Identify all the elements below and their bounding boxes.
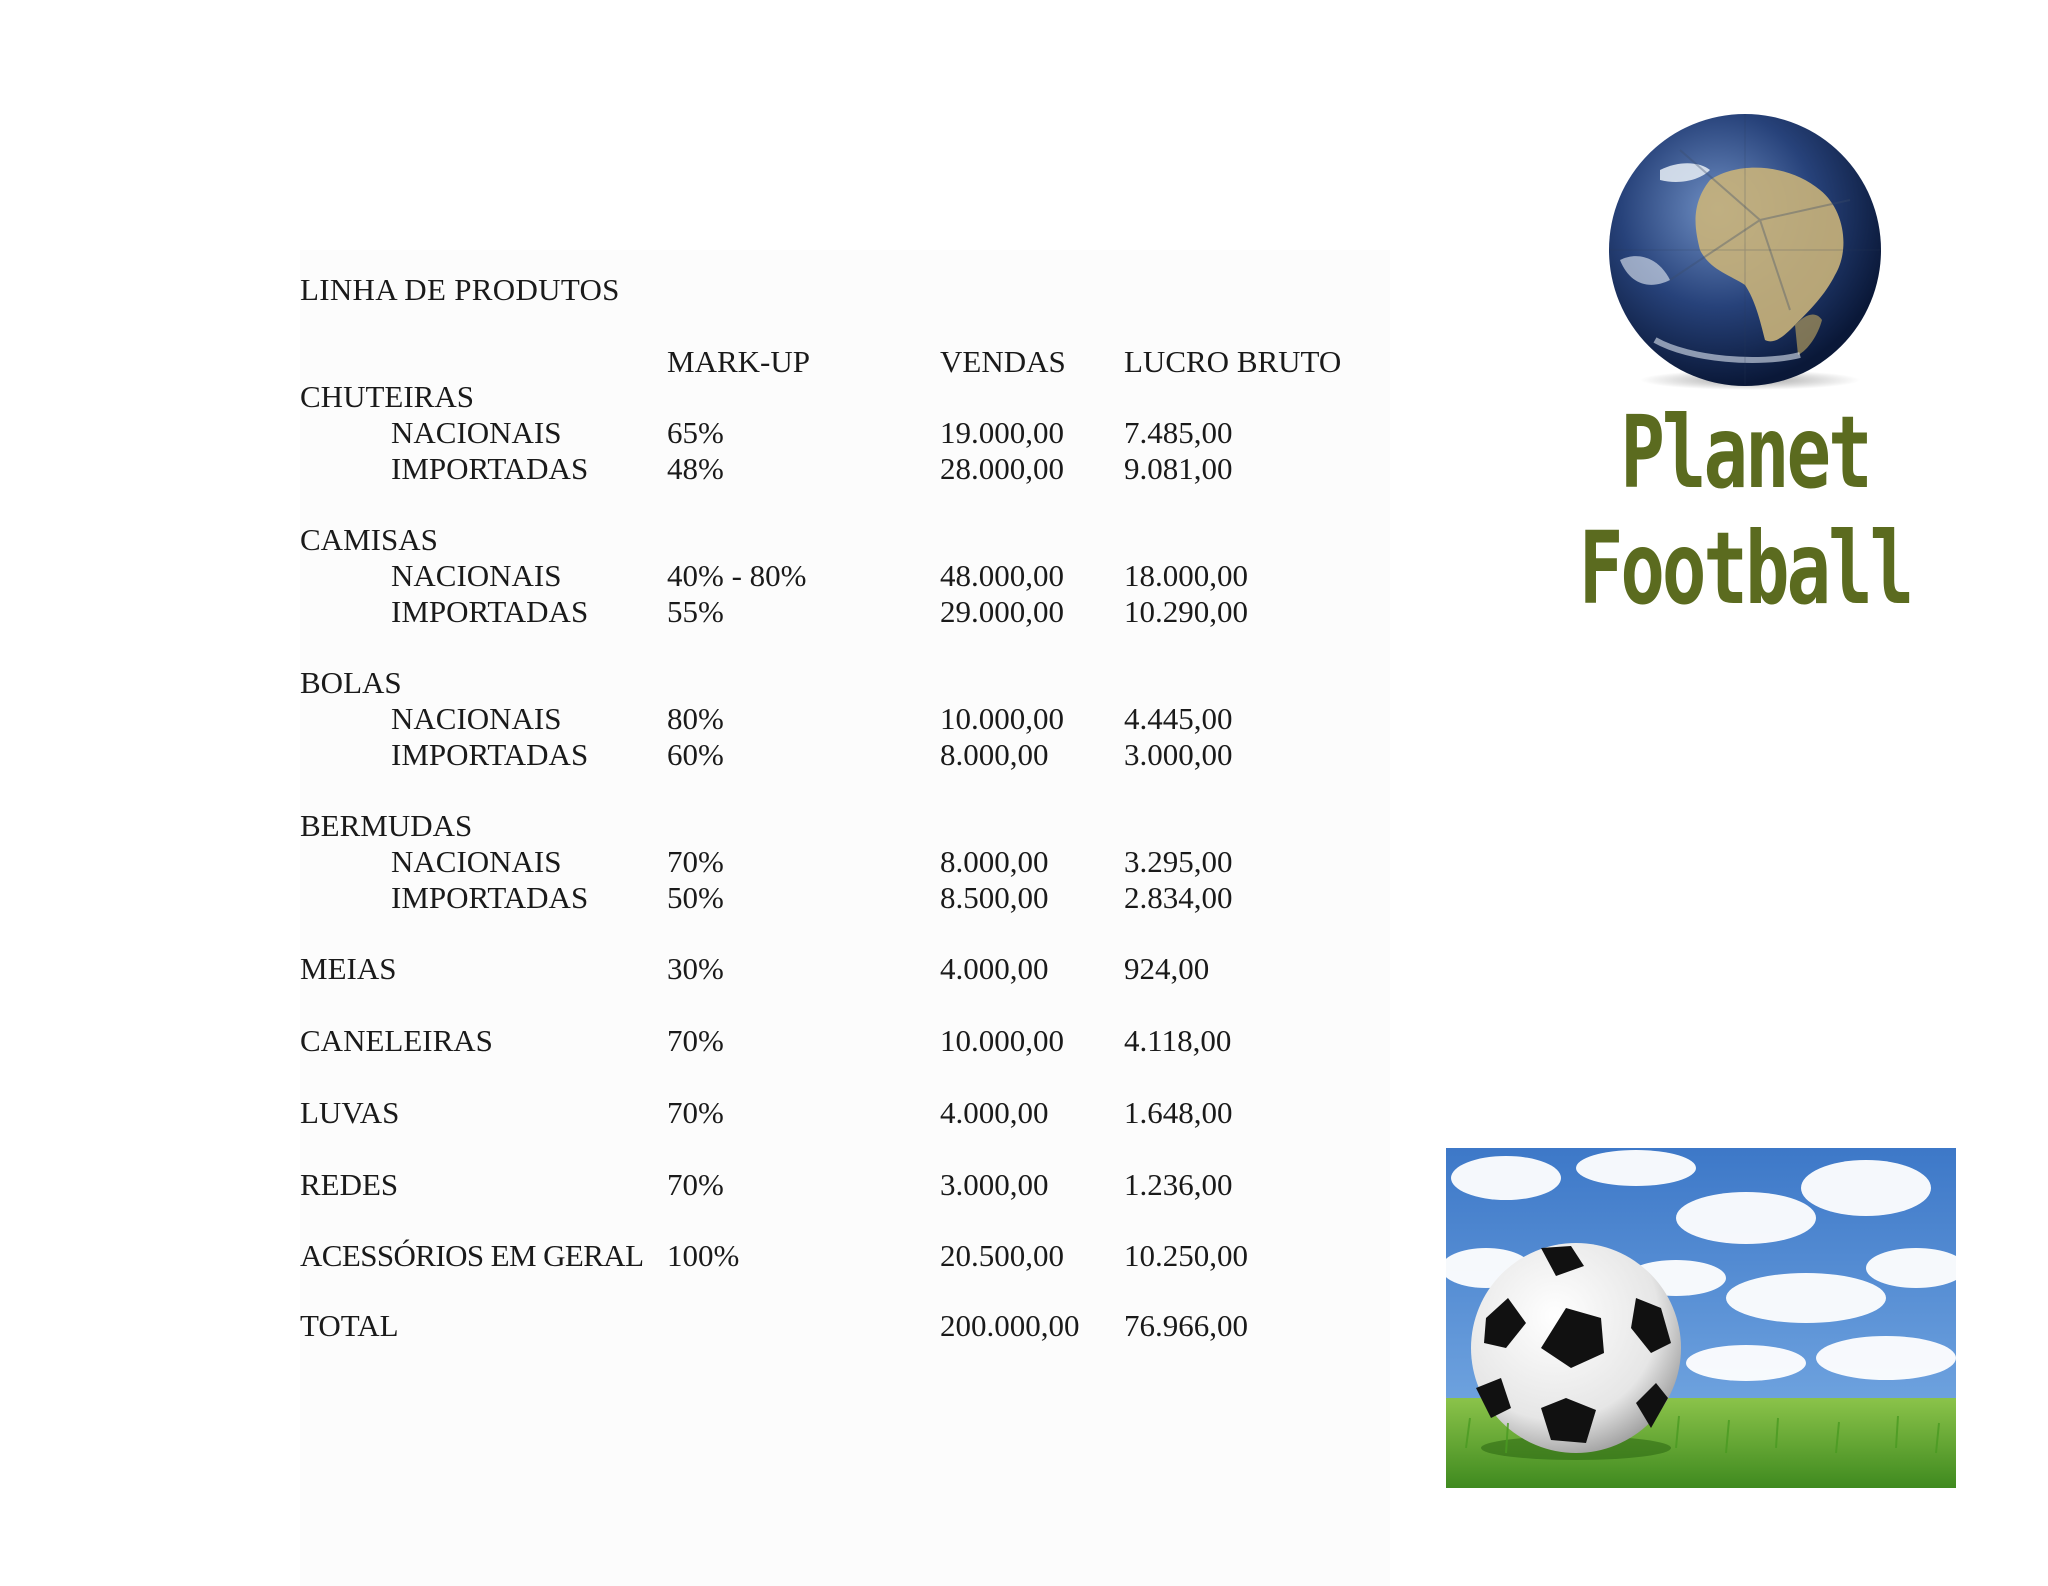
cell-lucro: 7.485,00 bbox=[1124, 415, 1233, 450]
cell-vendas: 3.000,00 bbox=[940, 1167, 1049, 1202]
table-row-category: MEIAS bbox=[300, 951, 397, 986]
cell-vendas: 8.500,00 bbox=[940, 880, 1049, 915]
cell-lucro: 4.445,00 bbox=[1124, 701, 1233, 736]
cell-lucro: 2.834,00 bbox=[1124, 880, 1233, 915]
table-row-sub: NACIONAIS bbox=[391, 701, 562, 736]
table-row-sub: NACIONAIS bbox=[391, 558, 562, 593]
soccer-ball-on-grass-icon bbox=[1446, 1148, 1956, 1488]
cell-lucro: 4.118,00 bbox=[1124, 1023, 1232, 1058]
cell-markup: 70% bbox=[667, 1167, 724, 1202]
globe-ball-icon bbox=[1560, 110, 1930, 395]
cell-vendas: 28.000,00 bbox=[940, 451, 1064, 486]
cell-markup: 60% bbox=[667, 737, 724, 772]
cell-lucro: 924,00 bbox=[1124, 951, 1210, 986]
logo-text: Planet Football bbox=[1578, 395, 1912, 628]
total-label: TOTAL bbox=[300, 1308, 399, 1343]
cell-markup: 70% bbox=[667, 844, 724, 879]
cell-vendas: 29.000,00 bbox=[940, 594, 1064, 629]
table-row-category: CHUTEIRAS bbox=[300, 379, 474, 414]
table-row-sub: IMPORTADAS bbox=[391, 737, 589, 772]
cell-lucro: 10.290,00 bbox=[1124, 594, 1248, 629]
cell-vendas: 10.000,00 bbox=[940, 1023, 1064, 1058]
cell-vendas: 8.000,00 bbox=[940, 844, 1049, 879]
planet-football-logo bbox=[1560, 110, 1930, 628]
cell-vendas: 4.000,00 bbox=[940, 1095, 1049, 1130]
cell-vendas: 10.000,00 bbox=[940, 701, 1064, 736]
table-row-category: CAMISAS bbox=[300, 522, 438, 557]
total-lucro: 76.966,00 bbox=[1124, 1308, 1248, 1343]
cell-markup: 70% bbox=[667, 1023, 724, 1058]
cell-markup: 65% bbox=[667, 415, 724, 450]
cell-markup: 40% - 80% bbox=[667, 558, 807, 593]
table-row-category: REDES bbox=[300, 1167, 399, 1202]
total-vendas: 200.000,00 bbox=[940, 1308, 1080, 1343]
cell-markup: 70% bbox=[667, 1095, 724, 1130]
cell-markup: 30% bbox=[667, 951, 724, 986]
section-title: LINHA DE PRODUTOS bbox=[300, 272, 620, 307]
table-row-category: LUVAS bbox=[300, 1095, 400, 1130]
cell-lucro: 3.000,00 bbox=[1124, 737, 1233, 772]
cell-vendas: 48.000,00 bbox=[940, 558, 1064, 593]
cell-vendas: 8.000,00 bbox=[940, 737, 1049, 772]
table-row-category: CANELEIRAS bbox=[300, 1023, 493, 1058]
table-row-sub: IMPORTADAS bbox=[391, 451, 589, 486]
header-markup: MARK-UP bbox=[667, 344, 810, 379]
cell-markup: 55% bbox=[667, 594, 724, 629]
cell-lucro: 10.250,00 bbox=[1124, 1238, 1248, 1273]
cell-lucro: 1.648,00 bbox=[1124, 1095, 1233, 1130]
table-row-category: BERMUDAS bbox=[300, 808, 473, 843]
cell-lucro: 1.236,00 bbox=[1124, 1167, 1233, 1202]
header-lucro-bruto: LUCRO BRUTO bbox=[1124, 344, 1342, 379]
table-row-sub: NACIONAIS bbox=[391, 415, 562, 450]
cell-lucro: 9.081,00 bbox=[1124, 451, 1233, 486]
table-row-category: ACESSÓRIOS EM GERAL bbox=[300, 1238, 644, 1273]
cell-vendas: 19.000,00 bbox=[940, 415, 1064, 450]
cell-lucro: 18.000,00 bbox=[1124, 558, 1248, 593]
table-row-category: BOLAS bbox=[300, 665, 402, 700]
cell-vendas: 4.000,00 bbox=[940, 951, 1049, 986]
table-row-sub: NACIONAIS bbox=[391, 844, 562, 879]
table-row-sub: IMPORTADAS bbox=[391, 594, 589, 629]
cell-vendas: 20.500,00 bbox=[940, 1238, 1064, 1273]
cell-markup: 50% bbox=[667, 880, 724, 915]
cell-lucro: 3.295,00 bbox=[1124, 844, 1233, 879]
header-vendas: VENDAS bbox=[940, 344, 1066, 379]
cell-markup: 100% bbox=[667, 1238, 740, 1273]
cell-markup: 48% bbox=[667, 451, 724, 486]
soccer-ball-photo bbox=[1446, 1148, 1956, 1488]
table-row-sub: IMPORTADAS bbox=[391, 880, 589, 915]
cell-markup: 80% bbox=[667, 701, 724, 736]
